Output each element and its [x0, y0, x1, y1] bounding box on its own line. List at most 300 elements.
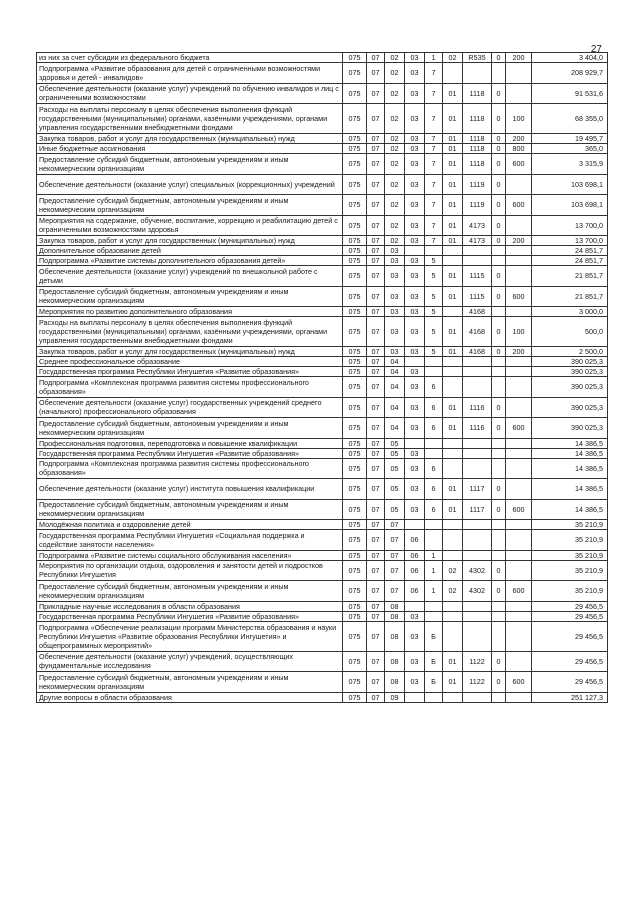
row-name-cell: Подпрограмма «Обеспечение реализации программ Министерства образования и науки Республики Ингушетия «Развитие образования Республики Ингушетия» и общепрограммных мероприятий»	[37, 621, 343, 651]
subsection-cell: 02	[385, 53, 405, 63]
event-cell	[443, 520, 463, 530]
direction-cell: 4302	[463, 581, 492, 602]
section-cell: 07	[367, 236, 385, 246]
section-cell: 07	[367, 377, 385, 398]
expense_type-cell	[506, 63, 532, 84]
subsection-cell: 02	[385, 174, 405, 195]
row-name-cell: Предоставление субсидий бюджетным, автономным учреждениям и иным некоммерческим организациям	[37, 672, 343, 693]
ministry-cell: 075	[343, 256, 367, 266]
ministry-cell: 075	[343, 236, 367, 246]
section-cell: 07	[367, 692, 385, 702]
section-cell: 07	[367, 611, 385, 621]
sub-cell	[492, 307, 506, 317]
amount-cell: 21 851,7	[532, 266, 608, 287]
table-row	[37, 134, 608, 144]
subprogram-cell: Б	[425, 621, 443, 651]
section-cell: 07	[367, 458, 385, 479]
event-cell	[443, 621, 463, 651]
sub-cell	[492, 601, 506, 611]
section-cell: 07	[367, 53, 385, 63]
amount-cell: 13 700,0	[532, 215, 608, 236]
sub-cell: 0	[492, 104, 506, 134]
expense_type-cell: 600	[506, 418, 532, 439]
expense_type-cell	[506, 246, 532, 256]
ministry-cell: 075	[343, 621, 367, 651]
event-cell	[443, 307, 463, 317]
sub-cell	[492, 438, 506, 448]
amount-cell: 103 698,1	[532, 174, 608, 195]
expense_type-cell: 800	[506, 144, 532, 154]
amount-cell: 3 315,9	[532, 154, 608, 175]
direction-cell: 4168	[463, 307, 492, 317]
program-cell: 03	[405, 458, 425, 479]
row-name-cell: Подпрограмма «Комплексная программа развития системы профессионального образования»	[37, 458, 343, 479]
program-cell: 03	[405, 479, 425, 500]
table-row	[37, 651, 608, 672]
section-cell: 07	[367, 499, 385, 520]
program-cell: 03	[405, 448, 425, 458]
section-cell: 07	[367, 154, 385, 175]
ministry-cell: 075	[343, 397, 367, 418]
table-row	[37, 499, 608, 520]
subsection-cell: 08	[385, 611, 405, 621]
row-name-cell: Предоставление субсидий бюджетным, автономным учреждениям и иным некоммерческим организациям	[37, 195, 343, 216]
sub-cell	[492, 448, 506, 458]
table-row	[37, 154, 608, 175]
table-row	[37, 286, 608, 307]
subprogram-cell	[425, 530, 443, 551]
program-cell: 03	[405, 83, 425, 104]
event-cell: 01	[443, 236, 463, 246]
program-cell: 03	[405, 215, 425, 236]
subprogram-cell: 6	[425, 397, 443, 418]
event-cell: 01	[443, 651, 463, 672]
direction-cell: 1118	[463, 134, 492, 144]
ministry-cell: 075	[343, 195, 367, 216]
ministry-cell: 075	[343, 651, 367, 672]
table-row	[37, 357, 608, 367]
subsection-cell: 02	[385, 144, 405, 154]
expense_type-cell	[506, 174, 532, 195]
subsection-cell: 05	[385, 479, 405, 500]
subsection-cell: 04	[385, 367, 405, 377]
section-cell: 07	[367, 367, 385, 377]
sub-cell: 0	[492, 236, 506, 246]
event-cell	[443, 458, 463, 479]
expense_type-cell	[506, 256, 532, 266]
table-row	[37, 418, 608, 439]
direction-cell	[463, 520, 492, 530]
event-cell: 01	[443, 347, 463, 357]
amount-cell: 251 127,3	[532, 692, 608, 702]
sub-cell	[492, 621, 506, 651]
sub-cell	[492, 377, 506, 398]
event-cell	[443, 377, 463, 398]
subprogram-cell	[425, 367, 443, 377]
row-name-cell: Закупка товаров, работ и услуг для государственных (муниципальных) нужд	[37, 236, 343, 246]
program-cell: 03	[405, 307, 425, 317]
direction-cell: 1122	[463, 651, 492, 672]
subsection-cell: 08	[385, 651, 405, 672]
expense_type-cell: 600	[506, 286, 532, 307]
expense_type-cell: 600	[506, 499, 532, 520]
page-number: 27	[590, 44, 602, 55]
event-cell	[443, 448, 463, 458]
expense_type-cell	[506, 479, 532, 500]
row-name-cell: Молодёжная политика и оздоровление детей	[37, 520, 343, 530]
subsection-cell: 04	[385, 377, 405, 398]
subprogram-cell: Б	[425, 651, 443, 672]
table-row	[37, 520, 608, 530]
table-row	[37, 174, 608, 195]
program-cell: 06	[405, 530, 425, 551]
table-row	[37, 246, 608, 256]
program-cell	[405, 246, 425, 256]
row-name-cell: Предоставление субсидий бюджетным, автономным учреждениям и иным некоммерческим организациям	[37, 286, 343, 307]
amount-cell: 21 851,7	[532, 286, 608, 307]
direction-cell: 1117	[463, 479, 492, 500]
sub-cell: 0	[492, 347, 506, 357]
program-cell: 03	[405, 236, 425, 246]
sub-cell	[492, 367, 506, 377]
table-row	[37, 307, 608, 317]
amount-cell: 91 531,6	[532, 83, 608, 104]
expense_type-cell	[506, 438, 532, 448]
expense_type-cell	[506, 377, 532, 398]
section-cell: 07	[367, 357, 385, 367]
sub-cell: 0	[492, 479, 506, 500]
section-cell: 07	[367, 601, 385, 611]
sub-cell: 0	[492, 317, 506, 347]
row-name-cell: Предоставление субсидий бюджетным, автономным учреждениям и иным некоммерческим организациям	[37, 154, 343, 175]
event-cell: 01	[443, 418, 463, 439]
subprogram-cell	[425, 692, 443, 702]
ministry-cell: 075	[343, 357, 367, 367]
amount-cell: 208 929,7	[532, 63, 608, 84]
section-cell: 07	[367, 418, 385, 439]
sub-cell: 0	[492, 83, 506, 104]
expense_type-cell	[506, 560, 532, 581]
program-cell: 03	[405, 195, 425, 216]
event-cell: 01	[443, 286, 463, 307]
amount-cell: 24 851,7	[532, 256, 608, 266]
amount-cell: 103 698,1	[532, 195, 608, 216]
expense_type-cell	[506, 520, 532, 530]
program-cell: 03	[405, 317, 425, 347]
subsection-cell: 07	[385, 581, 405, 602]
amount-cell: 29 456,5	[532, 672, 608, 693]
sub-cell	[492, 692, 506, 702]
expense_type-cell	[506, 530, 532, 551]
ministry-cell: 075	[343, 367, 367, 377]
subprogram-cell: 1	[425, 581, 443, 602]
program-cell: 03	[405, 672, 425, 693]
expense_type-cell	[506, 458, 532, 479]
amount-cell: 29 456,5	[532, 601, 608, 611]
table-row	[37, 438, 608, 448]
event-cell: 01	[443, 144, 463, 154]
sub-cell: 0	[492, 195, 506, 216]
subsection-cell: 08	[385, 672, 405, 693]
subsection-cell: 03	[385, 266, 405, 287]
row-name-cell: Предоставление субсидий бюджетным, автономным учреждениям и иным некоммерческим организациям	[37, 581, 343, 602]
program-cell	[405, 692, 425, 702]
table-row	[37, 458, 608, 479]
expense_type-cell	[506, 357, 532, 367]
expense_type-cell	[506, 651, 532, 672]
expense_type-cell	[506, 601, 532, 611]
ministry-cell: 075	[343, 174, 367, 195]
sub-cell	[492, 256, 506, 266]
amount-cell: 3 000,0	[532, 307, 608, 317]
amount-cell: 19 495,7	[532, 134, 608, 144]
subprogram-cell: 6	[425, 377, 443, 398]
section-cell: 07	[367, 530, 385, 551]
expense_type-cell	[506, 397, 532, 418]
row-name-cell: Профессиональная подготовка, переподготовка и повышение квалификации	[37, 438, 343, 448]
section-cell: 07	[367, 307, 385, 317]
event-cell: 01	[443, 134, 463, 144]
sub-cell: 0	[492, 560, 506, 581]
subsection-cell: 03	[385, 307, 405, 317]
program-cell: 03	[405, 367, 425, 377]
event-cell: 01	[443, 174, 463, 195]
ministry-cell: 075	[343, 154, 367, 175]
direction-cell: 4168	[463, 347, 492, 357]
direction-cell: 4173	[463, 236, 492, 246]
subprogram-cell: 7	[425, 104, 443, 134]
direction-cell: 1117	[463, 499, 492, 520]
table-row	[37, 601, 608, 611]
expense_type-cell	[506, 215, 532, 236]
table-row	[37, 367, 608, 377]
expense_type-cell: 600	[506, 581, 532, 602]
direction-cell: 1115	[463, 286, 492, 307]
subsection-cell: 07	[385, 550, 405, 560]
ministry-cell: 075	[343, 520, 367, 530]
ministry-cell: 075	[343, 438, 367, 448]
event-cell: 01	[443, 397, 463, 418]
subprogram-cell: 7	[425, 195, 443, 216]
ministry-cell: 075	[343, 317, 367, 347]
row-name-cell: Подпрограмма «Развитие системы дополнительного образования детей»	[37, 256, 343, 266]
row-name-cell: Закупка товаров, работ и услуг для государственных (муниципальных) нужд	[37, 134, 343, 144]
direction-cell: 1116	[463, 397, 492, 418]
ministry-cell: 075	[343, 581, 367, 602]
event-cell: 01	[443, 154, 463, 175]
event-cell	[443, 63, 463, 84]
program-cell: 03	[405, 134, 425, 144]
sub-cell	[492, 458, 506, 479]
event-cell: 01	[443, 317, 463, 347]
event-cell	[443, 246, 463, 256]
sub-cell: 0	[492, 581, 506, 602]
section-cell: 07	[367, 215, 385, 236]
table-row	[37, 104, 608, 134]
subprogram-cell: 6	[425, 479, 443, 500]
section-cell: 07	[367, 448, 385, 458]
subsection-cell: 04	[385, 397, 405, 418]
ministry-cell: 075	[343, 377, 367, 398]
expense_type-cell: 200	[506, 134, 532, 144]
subprogram-cell	[425, 448, 443, 458]
ministry-cell: 075	[343, 144, 367, 154]
direction-cell	[463, 601, 492, 611]
row-name-cell: Обеспечение деятельности (оказание услуг) специальных (коррекционных) учреждений	[37, 174, 343, 195]
program-cell: 06	[405, 581, 425, 602]
amount-cell: 29 456,5	[532, 621, 608, 651]
subprogram-cell: 7	[425, 144, 443, 154]
event-cell: 02	[443, 560, 463, 581]
row-name-cell: Прикладные научные исследования в области образования	[37, 601, 343, 611]
row-name-cell: Государственная программа Республики Ингушетия «Развитие образования»	[37, 367, 343, 377]
sub-cell: 0	[492, 499, 506, 520]
subsection-cell: 03	[385, 246, 405, 256]
section-cell: 07	[367, 246, 385, 256]
subsection-cell: 02	[385, 134, 405, 144]
amount-cell: 35 210,9	[532, 530, 608, 551]
subprogram-cell: 5	[425, 286, 443, 307]
amount-cell: 14 386,5	[532, 458, 608, 479]
amount-cell: 500,0	[532, 317, 608, 347]
table-row	[37, 621, 608, 651]
subsection-cell: 05	[385, 438, 405, 448]
subprogram-cell: 5	[425, 256, 443, 266]
event-cell: 01	[443, 215, 463, 236]
table-row	[37, 672, 608, 693]
subsection-cell: 05	[385, 458, 405, 479]
sub-cell: 0	[492, 266, 506, 287]
direction-cell: 1118	[463, 144, 492, 154]
amount-cell: 390 025,3	[532, 418, 608, 439]
table-row	[37, 256, 608, 266]
subsection-cell: 08	[385, 621, 405, 651]
program-cell: 03	[405, 651, 425, 672]
expense_type-cell	[506, 692, 532, 702]
program-cell: 03	[405, 397, 425, 418]
amount-cell: 14 386,5	[532, 438, 608, 448]
program-cell: 03	[405, 377, 425, 398]
sub-cell	[492, 520, 506, 530]
direction-cell	[463, 692, 492, 702]
expense_type-cell	[506, 550, 532, 560]
expense_type-cell: 200	[506, 53, 532, 63]
subsection-cell: 04	[385, 357, 405, 367]
subsection-cell: 05	[385, 448, 405, 458]
row-name-cell: Обеспечение деятельности (оказание услуг) государственных учреждений среднего (начального) профессионального образования	[37, 397, 343, 418]
ministry-cell: 075	[343, 63, 367, 84]
event-cell: 02	[443, 53, 463, 63]
row-name-cell: Предоставление субсидий бюджетным, автономным учреждениям и иным некоммерческим организациям	[37, 499, 343, 520]
subsection-cell: 02	[385, 215, 405, 236]
subprogram-cell: Б	[425, 672, 443, 693]
amount-cell: 390 025,3	[532, 357, 608, 367]
section-cell: 07	[367, 581, 385, 602]
row-name-cell: Государственная программа Республики Ингушетия «Социальная поддержка и содействие занятости населения»	[37, 530, 343, 551]
amount-cell: 35 210,9	[532, 520, 608, 530]
program-cell: 03	[405, 53, 425, 63]
program-cell: 03	[405, 256, 425, 266]
program-cell: 03	[405, 499, 425, 520]
table-row	[37, 347, 608, 357]
program-cell	[405, 601, 425, 611]
subprogram-cell	[425, 601, 443, 611]
section-cell: 07	[367, 317, 385, 347]
direction-cell	[463, 63, 492, 84]
subprogram-cell: 6	[425, 499, 443, 520]
direction-cell: 4168	[463, 317, 492, 347]
subprogram-cell: 6	[425, 418, 443, 439]
direction-cell: 1115	[463, 266, 492, 287]
direction-cell	[463, 550, 492, 560]
ministry-cell: 075	[343, 448, 367, 458]
subprogram-cell: 1	[425, 560, 443, 581]
subsection-cell: 05	[385, 499, 405, 520]
amount-cell: 2 500,0	[532, 347, 608, 357]
sub-cell: 0	[492, 53, 506, 63]
section-cell: 07	[367, 479, 385, 500]
subsection-cell: 07	[385, 520, 405, 530]
section-cell: 07	[367, 266, 385, 287]
subsection-cell: 07	[385, 560, 405, 581]
section-cell: 07	[367, 63, 385, 84]
table-row	[37, 530, 608, 551]
program-cell: 03	[405, 104, 425, 134]
table-row	[37, 317, 608, 347]
subsection-cell: 03	[385, 286, 405, 307]
expense_type-cell	[506, 266, 532, 287]
subprogram-cell: 7	[425, 154, 443, 175]
event-cell: 01	[443, 104, 463, 134]
ministry-cell: 075	[343, 550, 367, 560]
sub-cell: 0	[492, 174, 506, 195]
row-name-cell: Закупка товаров, работ и услуг для государственных (муниципальных) нужд	[37, 347, 343, 357]
event-cell: 01	[443, 195, 463, 216]
table-row	[37, 692, 608, 702]
event-cell: 01	[443, 499, 463, 520]
ministry-cell: 075	[343, 347, 367, 357]
amount-cell: 14 386,5	[532, 479, 608, 500]
amount-cell: 13 700,0	[532, 236, 608, 246]
ministry-cell: 075	[343, 672, 367, 693]
subsection-cell: 03	[385, 347, 405, 357]
amount-cell: 14 386,5	[532, 499, 608, 520]
table-row	[37, 479, 608, 500]
sub-cell: 0	[492, 397, 506, 418]
ministry-cell: 075	[343, 266, 367, 287]
subsection-cell: 04	[385, 418, 405, 439]
ministry-cell: 075	[343, 215, 367, 236]
amount-cell: 3 404,0	[532, 53, 608, 63]
sub-cell: 0	[492, 651, 506, 672]
sub-cell: 0	[492, 418, 506, 439]
subprogram-cell: 5	[425, 307, 443, 317]
direction-cell	[463, 256, 492, 266]
row-name-cell: Обеспечение деятельности (оказание услуг) института повышения квалификации	[37, 479, 343, 500]
ministry-cell: 075	[343, 53, 367, 63]
amount-cell: 14 386,5	[532, 448, 608, 458]
expense_type-cell: 100	[506, 104, 532, 134]
sub-cell: 0	[492, 286, 506, 307]
subprogram-cell: 7	[425, 174, 443, 195]
program-cell: 03	[405, 266, 425, 287]
expense_type-cell	[506, 307, 532, 317]
table-row	[37, 448, 608, 458]
subsection-cell: 07	[385, 530, 405, 551]
row-name-cell: Государственная программа Республики Ингушетия «Развитие образования»	[37, 611, 343, 621]
section-cell: 07	[367, 621, 385, 651]
event-cell	[443, 256, 463, 266]
